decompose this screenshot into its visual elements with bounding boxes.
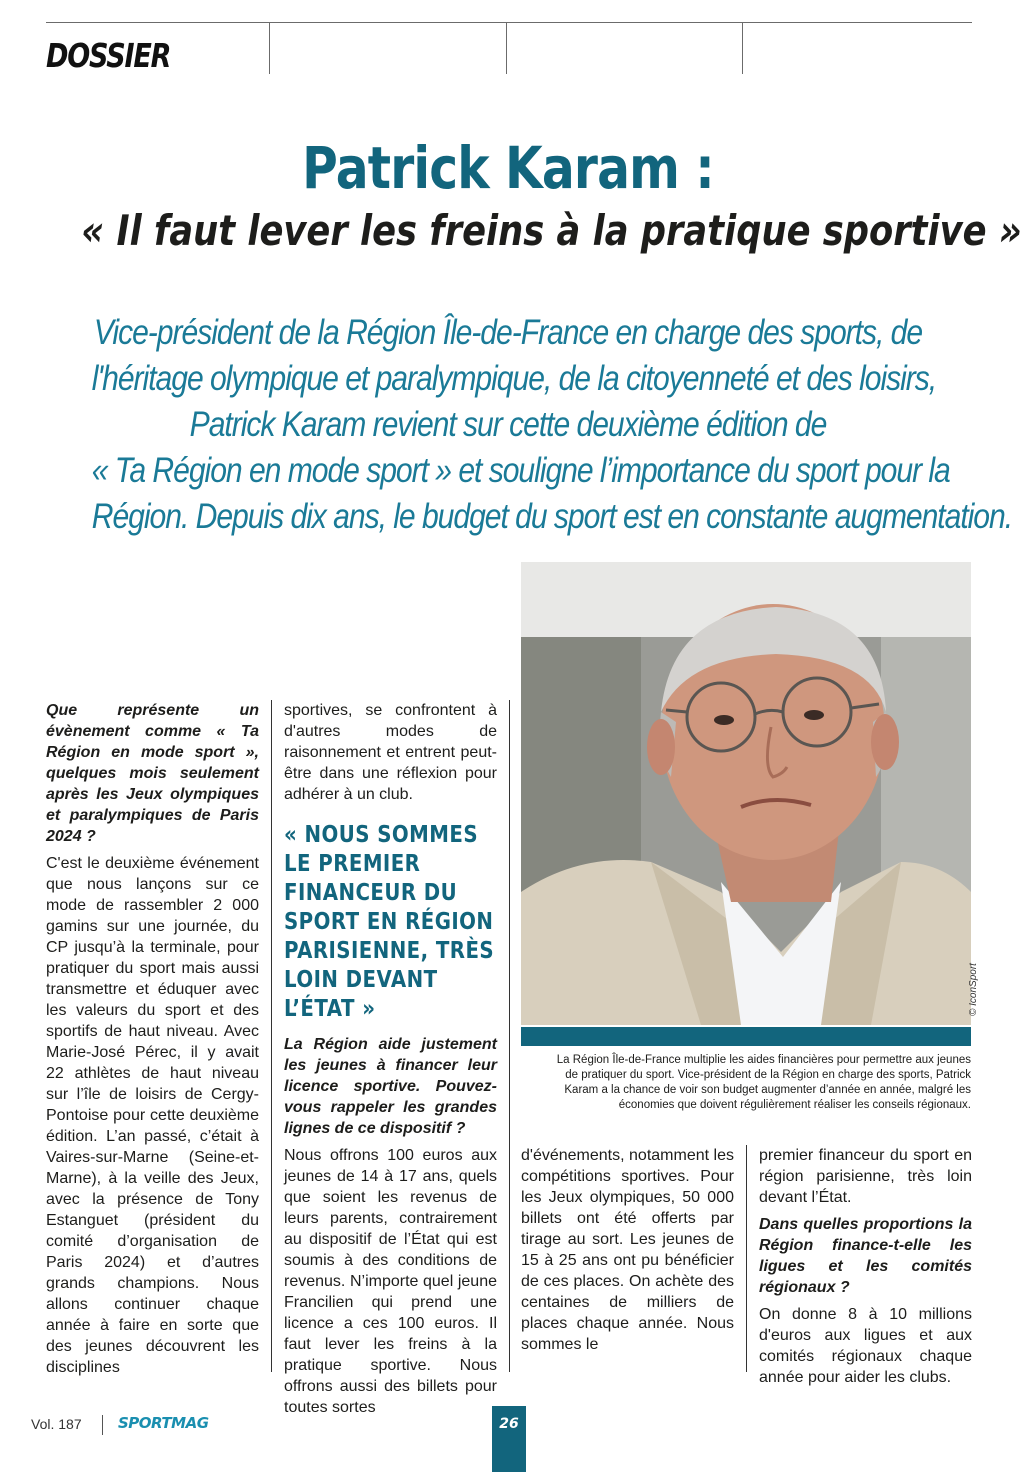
photo-credit: © IconSport bbox=[968, 963, 979, 1016]
header-divider bbox=[506, 22, 507, 74]
interview-answer: C'est le deuxième événement que nous lançons sur ce mode de rassembler 2 000 gamins sur une journée, du CP jusqu’à la terminale, pour pratiquer du sport mais aussi transmettre et éduquer avec les valeurs du sport et des sportifs de haut niveau. Avec Marie-José Pérec, il y avait 22 athlètes de haut niveau sur l’île de loisirs de Cergy-Pontoise pour cette deuxième édition. L’an passé, c’était à Vaires-sur-Marne (Seine-et-Marne), à la veille des Jeux, avec la présence de Tony Estanguet (président du comité d’organisation de Paris 2024) et d’autres grands champions. Nous allons continuer chaque année à faire en sorte que des jeunes découvrent les disciplines bbox=[46, 855, 259, 1376]
top-rule bbox=[46, 22, 972, 23]
article-title: Patrick Karam : bbox=[302, 134, 714, 202]
article-subtitle: « Il faut lever les freins à la pratique sportive » bbox=[81, 206, 1022, 255]
intro-line: « Ta Région en mode sport » et souligne l’importance du sport pour la bbox=[91, 451, 950, 490]
header-divider bbox=[269, 22, 270, 74]
interview-answer: sportives, se confrontent à d'autres modes de raisonnement et entrent peut-être dans une réflexion pour adhérer à un club. bbox=[284, 702, 497, 803]
photo-bar bbox=[521, 1027, 971, 1046]
intro-line: Patrick Karam revient sur cette deuxième édition de bbox=[189, 405, 827, 444]
portrait-photo bbox=[521, 562, 971, 1025]
column-1 bbox=[46, 700, 259, 1384]
caption-line: de pratiquer du sport. Vice-président de la Région en charge des sports, Patrick bbox=[565, 1069, 971, 1081]
column-divider bbox=[509, 700, 510, 1372]
column-divider bbox=[271, 700, 272, 1372]
magazine-logo: SPORTMAG bbox=[118, 1414, 209, 1432]
intro-line: Vice-président de la Région Île-de-France en charge des sports, de bbox=[93, 313, 923, 352]
pull-quote: « NOUS SOMMES LE PREMIER FINANCEUR DU SPORT EN RÉGION PARISIENNE, TRÈS LOIN DEVANT L’ÉTAT » bbox=[284, 822, 495, 1022]
photo-caption bbox=[521, 1053, 971, 1113]
interview-answer: premier financeur du sport en région parisienne, très loin devant l’État. bbox=[759, 1147, 972, 1206]
column-3 bbox=[521, 1145, 734, 1361]
page-number: 26 bbox=[499, 1416, 519, 1432]
interview-answer: Nous offrons 100 euros aux jeunes de 14 à 17 ans, quels que soient les revenus de leurs parents, contrairement au dispositif de l’État qui est soumis à des conditions de revenus. N’importe quel jeune Francilien qui prend une licence a ces 100 euros. Il faut lever les freins à la pratique sportive. Nous offrons aussi des billets pour toutes sortes bbox=[284, 1147, 497, 1416]
caption-line: économies que doivent régulièrement réaliser les conseils régionaux. bbox=[618, 1099, 971, 1111]
column-4 bbox=[759, 1145, 972, 1394]
interview-answer: On donne 8 à 10 millions d'euros aux ligues et aux comités régionaux chaque année pour aider les clubs. bbox=[759, 1306, 972, 1386]
interview-answer: d'événements, notamment les compétitions sportives. Pour les Jeux olympiques, 50 000 billets ont été offerts par tirage au sort. Les jeunes de 15 à 25 ans ont pu bénéficier de ces places. On achète des centaines de milliers de places chaque année. Nous sommes le bbox=[521, 1147, 734, 1353]
volume-number: Vol. 187 bbox=[31, 1416, 82, 1432]
header-divider bbox=[742, 22, 743, 74]
caption-line: Karam a la chance de voir son budget augmenter d’année en année, malgré les bbox=[564, 1084, 971, 1096]
caption-line: La Région Île-de-France multiplie les aides financières pour permettre aux jeunes bbox=[556, 1054, 971, 1066]
column-2 bbox=[284, 700, 497, 1424]
footer-divider bbox=[102, 1415, 103, 1435]
intro-line: l'héritage olympique et paralympique, de la citoyenneté et des loisirs, bbox=[91, 359, 937, 398]
portrait-illustration bbox=[521, 562, 971, 1025]
interview-question: Dans quelles proportions la Région finance-t-elle les ligues et les comités régionaux ? bbox=[759, 1216, 972, 1296]
interview-question: La Région aide justement les jeunes à financer leur licence sportive. Pouvez-vous rappeler les grandes lignes de ce dispositif ? bbox=[284, 1036, 497, 1137]
article-intro bbox=[24, 310, 1013, 540]
section-tag: DOSSIER bbox=[46, 36, 171, 75]
intro-line: Région. Depuis dix ans, le budget du sport est en constante augmentation. bbox=[91, 497, 1013, 536]
interview-question: Que représente un évènement comme « Ta Région en mode sport », quelques mois seulement après les Jeux olympiques et paralympiques de Paris 2024 ? bbox=[46, 702, 259, 845]
column-divider bbox=[746, 1145, 747, 1372]
